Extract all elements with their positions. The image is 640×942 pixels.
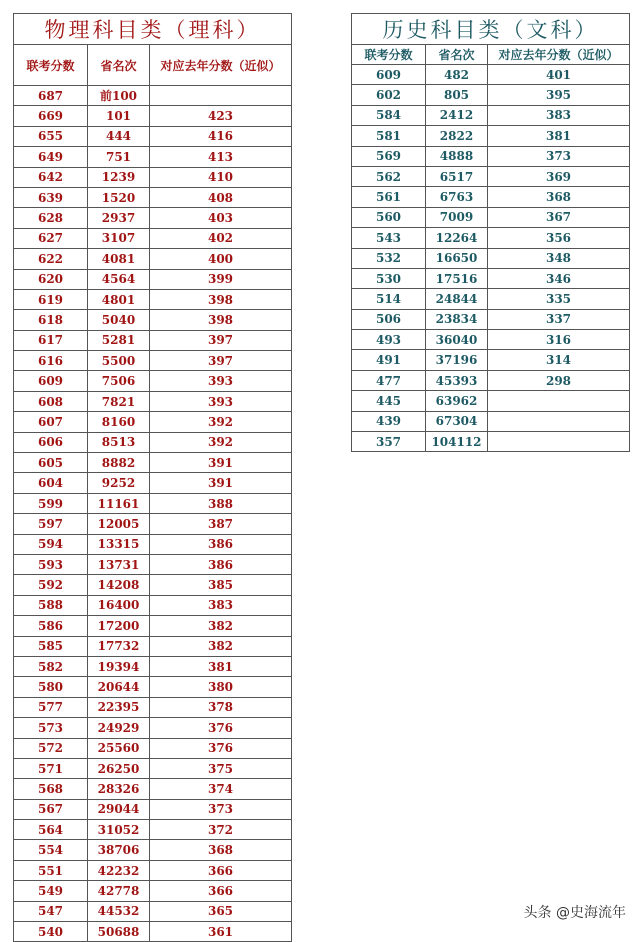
cell-exam-score: 506	[352, 309, 426, 329]
cell-last-year-score: 372	[150, 820, 292, 840]
cell-province-rank: 23834	[426, 309, 488, 329]
cell-last-year-score: 383	[488, 105, 630, 125]
cell-last-year-score: 298	[488, 370, 630, 390]
table-row	[14, 86, 292, 106]
cell-exam-score: 649	[14, 147, 88, 167]
cell-exam-score: 491	[352, 350, 426, 370]
table-row	[14, 860, 292, 880]
history-score-table	[351, 13, 630, 452]
cell-province-rank: 6517	[426, 166, 488, 186]
cell-exam-score: 439	[352, 411, 426, 431]
table-row	[14, 208, 292, 228]
header-province-rank: 省名次	[88, 45, 150, 86]
cell-last-year-score: 361	[150, 922, 292, 942]
cell-province-rank: 1239	[88, 167, 150, 187]
cell-province-rank: 19394	[88, 656, 150, 676]
cell-exam-score: 582	[14, 656, 88, 676]
table-row	[14, 779, 292, 799]
cell-province-rank: 17516	[426, 268, 488, 288]
cell-province-rank: 29044	[88, 799, 150, 819]
cell-province-rank: 24929	[88, 718, 150, 738]
physics-score-table	[13, 13, 292, 942]
table-row	[14, 167, 292, 187]
table-row	[14, 718, 292, 738]
cell-last-year-score: 391	[150, 453, 292, 473]
table-row	[352, 309, 630, 329]
cell-province-rank: 2412	[426, 105, 488, 125]
cell-last-year-score: 375	[150, 758, 292, 778]
table-row	[14, 799, 292, 819]
cell-exam-score: 627	[14, 228, 88, 248]
cell-exam-score: 568	[14, 779, 88, 799]
cell-province-rank: 31052	[88, 820, 150, 840]
cell-last-year-score: 386	[150, 534, 292, 554]
cell-exam-score: 571	[14, 758, 88, 778]
table-row	[14, 697, 292, 717]
table-row	[14, 187, 292, 207]
cell-province-rank: 7821	[88, 391, 150, 411]
table-row	[352, 411, 630, 431]
cell-province-rank: 16650	[426, 248, 488, 268]
cell-exam-score: 617	[14, 330, 88, 350]
cell-province-rank: 38706	[88, 840, 150, 860]
cell-exam-score: 564	[14, 820, 88, 840]
cell-exam-score: 669	[14, 106, 88, 126]
cell-province-rank: 12264	[426, 228, 488, 248]
cell-last-year-score: 367	[488, 207, 630, 227]
cell-exam-score: 593	[14, 554, 88, 574]
table-row	[14, 289, 292, 309]
table-row	[14, 351, 292, 371]
cell-exam-score: 554	[14, 840, 88, 860]
table-row	[352, 289, 630, 309]
cell-exam-score: 572	[14, 738, 88, 758]
cell-last-year-score: 392	[150, 432, 292, 452]
cell-province-rank: 12005	[88, 514, 150, 534]
table-row	[14, 575, 292, 595]
cell-last-year-score	[488, 432, 630, 452]
header-last-year-score: 对应去年分数（近似）	[150, 45, 292, 86]
cell-last-year-score: 348	[488, 248, 630, 268]
cell-exam-score: 608	[14, 391, 88, 411]
cell-exam-score: 577	[14, 697, 88, 717]
cell-last-year-score: 382	[150, 636, 292, 656]
cell-last-year-score: 382	[150, 616, 292, 636]
cell-last-year-score: 386	[150, 554, 292, 574]
cell-exam-score: 599	[14, 493, 88, 513]
cell-exam-score: 609	[352, 65, 426, 85]
cell-exam-score: 530	[352, 268, 426, 288]
cell-exam-score: 619	[14, 289, 88, 309]
header-exam-score: 联考分数	[352, 45, 426, 65]
cell-province-rank: 24844	[426, 289, 488, 309]
table-row	[352, 85, 630, 105]
cell-last-year-score: 383	[150, 595, 292, 615]
cell-province-rank: 26250	[88, 758, 150, 778]
cell-exam-score: 604	[14, 473, 88, 493]
cell-exam-score: 592	[14, 575, 88, 595]
watermark: 头条 @史海流年	[523, 905, 626, 921]
cell-last-year-score: 403	[150, 208, 292, 228]
cell-province-rank: 6763	[426, 187, 488, 207]
cell-province-rank: 25560	[88, 738, 150, 758]
cell-province-rank: 8160	[88, 412, 150, 432]
table-row	[14, 147, 292, 167]
cell-province-rank: 9252	[88, 473, 150, 493]
table-row	[14, 881, 292, 901]
cell-province-rank: 20644	[88, 677, 150, 697]
cell-last-year-score: 368	[488, 187, 630, 207]
table-row	[352, 207, 630, 227]
cell-last-year-score: 413	[150, 147, 292, 167]
cell-last-year-score: 397	[150, 351, 292, 371]
table-row	[352, 187, 630, 207]
cell-last-year-score: 408	[150, 187, 292, 207]
cell-last-year-score: 381	[488, 126, 630, 146]
cell-last-year-score: 356	[488, 228, 630, 248]
table-row	[14, 473, 292, 493]
cell-exam-score: 514	[352, 289, 426, 309]
cell-last-year-score: 402	[150, 228, 292, 248]
cell-province-rank: 101	[88, 106, 150, 126]
cell-last-year-score: 400	[150, 249, 292, 269]
table-row	[352, 126, 630, 146]
cell-last-year-score: 368	[150, 840, 292, 860]
cell-province-rank: 751	[88, 147, 150, 167]
cell-exam-score: 493	[352, 330, 426, 350]
cell-exam-score: 586	[14, 616, 88, 636]
cell-exam-score: 581	[352, 126, 426, 146]
table-row	[14, 249, 292, 269]
cell-exam-score: 569	[352, 146, 426, 166]
history-table-body	[352, 65, 630, 452]
cell-exam-score: 639	[14, 187, 88, 207]
table-row	[352, 105, 630, 125]
cell-exam-score: 622	[14, 249, 88, 269]
cell-exam-score: 687	[14, 86, 88, 106]
cell-province-rank: 482	[426, 65, 488, 85]
table-row	[14, 228, 292, 248]
cell-last-year-score: 373	[150, 799, 292, 819]
cell-exam-score: 547	[14, 901, 88, 921]
cell-province-rank: 13731	[88, 554, 150, 574]
cell-last-year-score: 369	[488, 166, 630, 186]
table-row	[14, 330, 292, 350]
cell-last-year-score: 387	[150, 514, 292, 534]
cell-last-year-score: 385	[150, 575, 292, 595]
cell-last-year-score: 393	[150, 371, 292, 391]
table-row	[14, 656, 292, 676]
cell-last-year-score: 380	[150, 677, 292, 697]
cell-last-year-score: 337	[488, 309, 630, 329]
cell-last-year-score: 410	[150, 167, 292, 187]
cell-exam-score: 607	[14, 412, 88, 432]
cell-last-year-score: 398	[150, 310, 292, 330]
cell-last-year-score: 373	[488, 146, 630, 166]
cell-exam-score: 597	[14, 514, 88, 534]
cell-last-year-score: 395	[488, 85, 630, 105]
cell-last-year-score: 393	[150, 391, 292, 411]
cell-province-rank: 37196	[426, 350, 488, 370]
table-row	[352, 432, 630, 452]
cell-province-rank: 104112	[426, 432, 488, 452]
cell-exam-score: 543	[352, 228, 426, 248]
cell-province-rank: 7009	[426, 207, 488, 227]
cell-last-year-score: 381	[150, 656, 292, 676]
table-row	[14, 636, 292, 656]
cell-last-year-score: 314	[488, 350, 630, 370]
cell-exam-score: 540	[14, 922, 88, 942]
table-row	[14, 453, 292, 473]
cell-last-year-score: 316	[488, 330, 630, 350]
table-row	[14, 738, 292, 758]
cell-province-rank: 4081	[88, 249, 150, 269]
cell-last-year-score: 423	[150, 106, 292, 126]
cell-last-year-score: 335	[488, 289, 630, 309]
cell-exam-score: 549	[14, 881, 88, 901]
cell-exam-score: 588	[14, 595, 88, 615]
table-row	[352, 330, 630, 350]
table-row	[14, 514, 292, 534]
cell-last-year-score: 376	[150, 738, 292, 758]
cell-last-year-score: 365	[150, 901, 292, 921]
cell-last-year-score	[488, 411, 630, 431]
header-province-rank: 省名次	[426, 45, 488, 65]
cell-exam-score: 561	[352, 187, 426, 207]
cell-province-rank: 444	[88, 126, 150, 146]
cell-province-rank: 42232	[88, 860, 150, 880]
table-row	[14, 554, 292, 574]
cell-province-rank: 8882	[88, 453, 150, 473]
cell-province-rank: 42778	[88, 881, 150, 901]
cell-last-year-score: 398	[150, 289, 292, 309]
cell-province-rank: 67304	[426, 411, 488, 431]
table-row	[14, 391, 292, 411]
cell-province-rank: 50688	[88, 922, 150, 942]
table-row	[14, 126, 292, 146]
cell-province-rank: 4564	[88, 269, 150, 289]
cell-last-year-score: 376	[150, 718, 292, 738]
cell-exam-score: 605	[14, 453, 88, 473]
cell-last-year-score: 416	[150, 126, 292, 146]
cell-exam-score: 642	[14, 167, 88, 187]
cell-last-year-score: 399	[150, 269, 292, 289]
table-row	[352, 391, 630, 411]
cell-last-year-score	[488, 391, 630, 411]
cell-exam-score: 609	[14, 371, 88, 391]
table-row	[352, 350, 630, 370]
cell-province-rank: 13315	[88, 534, 150, 554]
cell-last-year-score: 388	[150, 493, 292, 513]
history-table-title: 历史科目类（文科）	[352, 14, 630, 45]
cell-exam-score: 602	[352, 85, 426, 105]
cell-exam-score: 573	[14, 718, 88, 738]
cell-exam-score: 567	[14, 799, 88, 819]
cell-province-rank: 44532	[88, 901, 150, 921]
table-row	[352, 166, 630, 186]
table-row	[14, 432, 292, 452]
cell-province-rank: 45393	[426, 370, 488, 390]
table-row	[14, 269, 292, 289]
table-row	[14, 616, 292, 636]
table-row	[14, 677, 292, 697]
cell-province-rank: 22395	[88, 697, 150, 717]
table-row	[14, 820, 292, 840]
table-row	[352, 248, 630, 268]
cell-exam-score: 445	[352, 391, 426, 411]
cell-exam-score: 655	[14, 126, 88, 146]
cell-province-rank: 805	[426, 85, 488, 105]
cell-exam-score: 585	[14, 636, 88, 656]
cell-province-rank: 5500	[88, 351, 150, 371]
cell-exam-score: 584	[352, 105, 426, 125]
cell-province-rank: 11161	[88, 493, 150, 513]
cell-province-rank: 63962	[426, 391, 488, 411]
cell-last-year-score: 378	[150, 697, 292, 717]
table-row	[352, 268, 630, 288]
cell-exam-score: 580	[14, 677, 88, 697]
cell-last-year-score: 397	[150, 330, 292, 350]
table-row	[14, 310, 292, 330]
cell-province-rank: 16400	[88, 595, 150, 615]
table-row	[14, 595, 292, 615]
cell-last-year-score: 401	[488, 65, 630, 85]
table-row	[14, 534, 292, 554]
table-row	[14, 106, 292, 126]
cell-exam-score: 594	[14, 534, 88, 554]
cell-province-rank: 17200	[88, 616, 150, 636]
header-exam-score: 联考分数	[14, 45, 88, 86]
cell-last-year-score: 391	[150, 473, 292, 493]
cell-exam-score: 616	[14, 351, 88, 371]
header-last-year-score: 对应去年分数（近似）	[488, 45, 630, 65]
table-row	[14, 371, 292, 391]
cell-province-rank: 5040	[88, 310, 150, 330]
cell-exam-score: 357	[352, 432, 426, 452]
cell-last-year-score: 366	[150, 860, 292, 880]
cell-exam-score: 560	[352, 207, 426, 227]
cell-province-rank: 4888	[426, 146, 488, 166]
cell-exam-score: 532	[352, 248, 426, 268]
cell-province-rank: 1520	[88, 187, 150, 207]
cell-exam-score: 562	[352, 166, 426, 186]
cell-province-rank: 4801	[88, 289, 150, 309]
cell-last-year-score: 366	[150, 881, 292, 901]
cell-last-year-score: 392	[150, 412, 292, 432]
cell-province-rank: 14208	[88, 575, 150, 595]
cell-exam-score: 620	[14, 269, 88, 289]
physics-table-body	[14, 86, 292, 942]
table-row	[352, 65, 630, 85]
table-row	[352, 146, 630, 166]
cell-province-rank: 5281	[88, 330, 150, 350]
table-row	[14, 901, 292, 921]
cell-province-rank: 36040	[426, 330, 488, 350]
cell-province-rank: 2937	[88, 208, 150, 228]
cell-province-rank: 17732	[88, 636, 150, 656]
table-row	[14, 758, 292, 778]
cell-exam-score: 477	[352, 370, 426, 390]
cell-province-rank: 3107	[88, 228, 150, 248]
cell-exam-score: 618	[14, 310, 88, 330]
cell-exam-score: 628	[14, 208, 88, 228]
table-row	[14, 412, 292, 432]
cell-province-rank: 7506	[88, 371, 150, 391]
cell-province-rank: 28326	[88, 779, 150, 799]
cell-exam-score: 551	[14, 860, 88, 880]
table-row	[352, 228, 630, 248]
cell-last-year-score: 346	[488, 268, 630, 288]
cell-province-rank: 2822	[426, 126, 488, 146]
table-row	[14, 493, 292, 513]
cell-last-year-score: 374	[150, 779, 292, 799]
cell-province-rank: 8513	[88, 432, 150, 452]
cell-exam-score: 606	[14, 432, 88, 452]
physics-table-title: 物理科目类（理科）	[14, 14, 292, 45]
cell-province-rank: 前100	[88, 86, 150, 106]
table-row	[14, 840, 292, 860]
table-row	[352, 370, 630, 390]
cell-last-year-score	[150, 86, 292, 106]
